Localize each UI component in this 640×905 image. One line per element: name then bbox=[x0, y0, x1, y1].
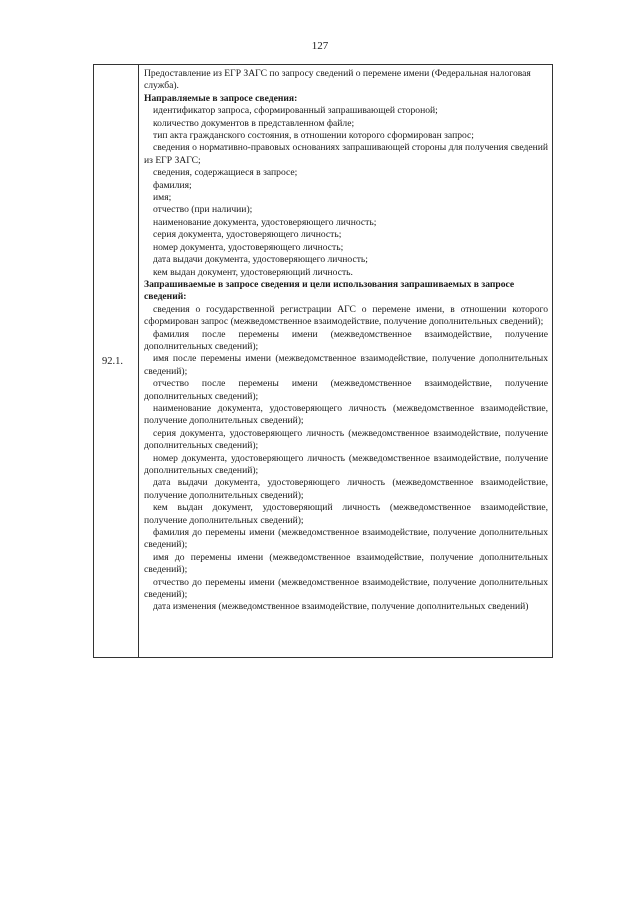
list-item: имя после перемены имени (межведомственное взаимодействие, получение дополнительных сведений); bbox=[144, 353, 548, 377]
list-item: отчество после перемены имени (межведомственное взаимодействие, получение дополнительных сведений); bbox=[144, 378, 548, 402]
list-item: номер документа, удостоверяющего личность; bbox=[153, 241, 344, 253]
list-item: кем выдан документ, удостоверяющий личность (межведомственное взаимодействие, получение дополнительных сведений); bbox=[144, 502, 548, 526]
list-item: наименование документа, удостоверяющего личность (межведомственное взаимодействие, получение дополнительных сведений); bbox=[144, 402, 548, 427]
row-number: 92.1. bbox=[102, 356, 123, 367]
list-item: наименование документа, удостоверяющего личность; bbox=[153, 216, 377, 228]
list-item: серия документа, удостоверяющего личность (межведомственное взаимодействие, получение дополнительных сведений); bbox=[144, 427, 548, 452]
list-item: имя; bbox=[153, 192, 172, 204]
list-item: фамилия; bbox=[153, 179, 192, 191]
list-item: идентификатор запроса, сформированный запрашивающей стороной; bbox=[153, 105, 438, 117]
list-item: сведения, содержащиеся в запросе; bbox=[153, 167, 298, 179]
list-item: фамилия после перемены имени (межведомственное взаимодействие, получение дополнительных сведений); bbox=[144, 328, 548, 352]
list-item: сведения о нормативно-правовых основаниях запрашивающей стороны для получения сведений из ЕГР ЗАГС; bbox=[144, 142, 549, 166]
row-number-cell bbox=[94, 65, 139, 657]
list-item: имя до перемены имени (межведомственное взаимодействие, получение дополнительных сведений); bbox=[144, 551, 548, 576]
service-description: Предоставление из ЕГР ЗАГС по запросу сведений о перемене имени (Федеральная налоговая служба). bbox=[144, 68, 531, 92]
sent-data-heading: Направляемые в запросе сведения: bbox=[144, 92, 298, 104]
list-item: номер документа, удостоверяющего личность (межведомственное взаимодействие, получение дополнительных сведений); bbox=[144, 452, 548, 476]
document-table bbox=[93, 64, 553, 658]
page-number: 127 bbox=[311, 40, 329, 52]
list-item: количество документов в представленном файле; bbox=[153, 117, 355, 129]
requested-data-heading: Запрашиваемые в запросе сведения и цели использования запрашиваемых в запросе сведений: bbox=[144, 278, 515, 303]
list-item: отчество до перемены имени (межведомственное взаимодействие, получение дополнительных сведений); bbox=[144, 576, 548, 601]
list-item: тип акта гражданского состояния, в отношении которого сформирован запрос; bbox=[153, 130, 474, 142]
list-item: фамилия до перемены имени (межведомственное взаимодействие, получение дополнительных сведений); bbox=[144, 527, 548, 551]
row-content-cell bbox=[139, 65, 552, 657]
list-item: дата выдачи документа, удостоверяющего личность; bbox=[153, 254, 368, 266]
list-item: дата изменения (межведомственное взаимодействие, получение дополнительных сведений) bbox=[153, 601, 529, 613]
list-item: дата выдачи документа, удостоверяющего личность (межведомственное взаимодействие, получение дополнительных сведений); bbox=[144, 477, 548, 501]
list-item: серия документа, удостоверяющего личность; bbox=[153, 229, 342, 241]
list-item: отчество (при наличии); bbox=[153, 204, 253, 216]
list-item: сведения о государственной регистрации АГС о перемене имени, в отношении которого сформирован запрос (межведомственное взаимодействие, получение дополнительных сведений); bbox=[144, 303, 548, 328]
list-item: кем выдан документ, удостоверяющий личность. bbox=[153, 266, 353, 278]
